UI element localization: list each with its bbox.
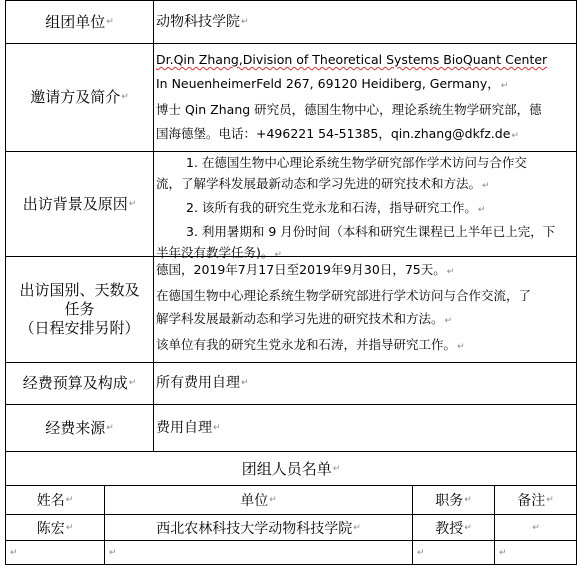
invite-value	[154, 48, 576, 151]
members-title: 团组人员名单 ↵	[241, 460, 341, 478]
paragraph-mark-icon: ↵	[213, 422, 221, 433]
invite-line-3: 博士 Qin Zhang 研究员，德国生物中心，理论系统生物学研究部，德	[156, 102, 542, 117]
paragraph-mark-icon: ↵	[446, 267, 455, 277]
destination-label: 出访国别、天数及 任务 （日程安排另附）	[19, 281, 140, 337]
paragraph-mark-icon: ↵	[241, 16, 249, 27]
invite-line-4: 国海德堡。电话：+496221 54-51385，qin.zhang@dkfz.de↵	[156, 126, 519, 141]
header-name: 姓名 ↵	[36, 493, 74, 509]
paragraph-mark-icon: ↵	[477, 205, 486, 215]
table-row-note	[495, 541, 576, 564]
table-row-name	[6, 541, 104, 564]
invite-label: 邀请方及简介 ↵	[30, 88, 129, 106]
table-border-bottom	[5, 564, 577, 565]
org-label: 组团单位 ↵	[45, 12, 114, 31]
destination-line-1: 德国，2019年7月17日至2019年9月30日，75天。↵	[156, 262, 455, 277]
paragraph-mark-icon: ↵	[106, 16, 114, 27]
background-value	[154, 152, 576, 260]
destination-line-4: 该单位有我的研究生党永龙和石涛，并指导研究工作。↵	[156, 337, 465, 352]
table-row-note	[495, 515, 576, 540]
background-line-2: 流，了解学科发展最新动态和学习先进的研究技术和方法。↵	[156, 176, 490, 191]
destination-line-2: 在德国生物中心理论系统生物学研究部进行学术访问与合作交流，了	[156, 288, 532, 303]
paragraph-mark-icon: ↵	[353, 522, 361, 533]
paragraph-mark-icon: ↵	[10, 547, 18, 558]
paragraph-mark-icon: ↵	[121, 92, 129, 102]
org-value: 动物科技学院 ↵	[154, 1, 576, 43]
header-unit: 单位 ↵	[240, 493, 277, 509]
invite-line-2: In NeuenheimerFeld 267, 69120 Heidiberg, Germany，↵	[156, 76, 509, 91]
paragraph-mark-icon: ↵	[482, 181, 490, 191]
paragraph-mark-icon: ↵	[464, 495, 472, 505]
table-row-position	[413, 541, 494, 564]
paragraph-mark-icon: ↵	[128, 378, 137, 388]
paragraph-mark-icon: ↵	[444, 316, 453, 326]
paragraph-mark-icon: ↵	[464, 522, 472, 533]
paragraph-mark-icon: ↵	[457, 342, 465, 352]
background-line-4: 3. 利用暑期和 9 月份时间（本科和研究生课程已上半年已上完，下	[186, 224, 556, 239]
table-row-position: 教授 ↵	[435, 520, 472, 537]
budget-value: 所有费用自理 ↵	[154, 363, 576, 404]
paragraph-mark-icon: ↵	[65, 522, 74, 533]
table-row-name: 陈宏 ↵	[36, 520, 74, 537]
paragraph-mark-icon: ↵	[109, 547, 117, 558]
paragraph-mark-icon: ↵	[500, 81, 509, 91]
background-line-3: 2. 该所有我的研究生党永龙和石涛，指导研究工作。↵	[186, 200, 486, 215]
paragraph-mark-icon: ↵	[274, 250, 282, 260]
table-row-unit	[105, 541, 412, 564]
header-note: 备注 ↵	[517, 493, 554, 509]
background-line-5: 半年没有教学任务)。↵	[156, 245, 282, 260]
invite-line-1: Dr.Qin Zhang,Division of Theoretical Systems BioQuant Center	[156, 52, 548, 67]
paragraph-mark-icon: ↵	[417, 547, 425, 558]
paragraph-mark-icon: ↵	[499, 547, 507, 558]
paragraph-mark-icon: ↵	[65, 495, 74, 505]
paragraph-mark-icon: ↵	[332, 463, 341, 474]
source-value: 费用自理 ↵	[154, 405, 576, 451]
table-border-right	[576, 0, 577, 565]
paragraph-mark-icon: ↵	[511, 131, 519, 141]
source-label: 经费来源 ↵	[45, 418, 114, 437]
budget-label: 经费预算及构成 ↵	[22, 374, 137, 392]
destination-value	[154, 258, 576, 362]
paragraph-mark-icon: ↵	[269, 495, 277, 505]
table-row-unit: 西北农林科技大学动物科技学院 ↵	[156, 520, 361, 537]
paragraph-mark-icon: ↵	[532, 522, 540, 533]
header-position: 职务 ↵	[435, 493, 472, 509]
paragraph-mark-icon: ↵	[241, 378, 249, 388]
paragraph-mark-icon: ↵	[128, 198, 137, 209]
paragraph-mark-icon: ↵	[546, 495, 554, 505]
background-line-1: 1. 在德国生物中心理论系统生物学研究部作学术访问与合作交	[186, 155, 527, 170]
background-label: 出访背景及原因 ↵	[22, 194, 137, 213]
destination-line-3: 解学科发展最新动态和学习先进的研究技术和方法。↵	[156, 311, 453, 326]
paragraph-mark-icon: ↵	[106, 422, 114, 433]
